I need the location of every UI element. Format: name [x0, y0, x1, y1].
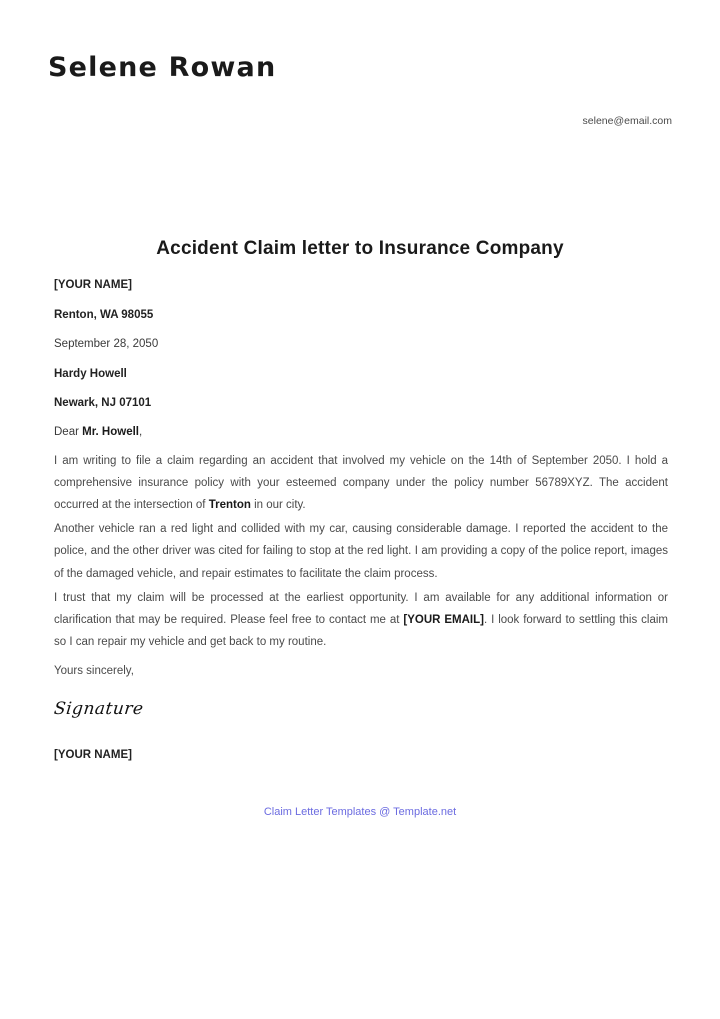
paragraph-3-text-a: I trust that my claim will be processed at the earliest opportunity. I am available for any additional information or clarification that may be required. Please feel free to contact me at [54, 591, 668, 626]
paragraph-2: Another vehicle ran a red light and collided with my car, causing considerable damage. I reported the accident to the police, and the other driver was cited for failing to stop at the red light. I am providing a copy of the police report, images of the damaged vehicle, and repair estimates to facilitate the claim process. [54, 523, 668, 580]
paragraph-1-text-a: I am writing to file a claim regarding an accident that involved my vehicle on the 14th of September 2050. I hold a comprehensive insurance policy with your esteemed company under the policy number 56789XYZ. The accident occurred at the intersection of [54, 454, 668, 511]
paragraph-3-highlight: [YOUR EMAIL] [403, 613, 484, 626]
closing-line: Yours sincerely, [54, 665, 134, 678]
salutation-name: Mr. Howell [82, 425, 139, 438]
paragraph-1-text-b: in our city. [250, 498, 306, 511]
letter-body [54, 278, 668, 761]
paragraph-1 [54, 450, 668, 517]
recipient-address: Newark, NJ 07101 [54, 397, 152, 410]
sender-address: Renton, WA 98055 [54, 308, 154, 321]
signer-name-placeholder: [YOUR NAME] [54, 749, 132, 762]
salutation-prefix: Dear [54, 425, 83, 438]
sender-name-placeholder: [YOUR NAME] [54, 279, 132, 291]
page-title: Accident Claim letter to Insurance Company [156, 238, 564, 259]
footer-template-link[interactable]: Claim Letter Templates @ Template.net [263, 806, 457, 818]
salutation [54, 426, 668, 438]
letterhead-name: Selene Rowan [48, 52, 277, 83]
letterhead-email: selene@email.com [582, 115, 672, 127]
letter-date: September 28, 2050 [54, 338, 159, 351]
recipient-name: Hardy Howell [54, 367, 127, 380]
signature-image: Signature [52, 699, 145, 720]
paragraph-3-text-b: . I look forward to settling this claim so I can repair my vehicle and get back to my routine. [54, 613, 668, 649]
paragraph-3 [54, 587, 668, 654]
paragraph-1-highlight: Trenton [208, 498, 251, 511]
salutation-suffix: , [139, 425, 143, 438]
